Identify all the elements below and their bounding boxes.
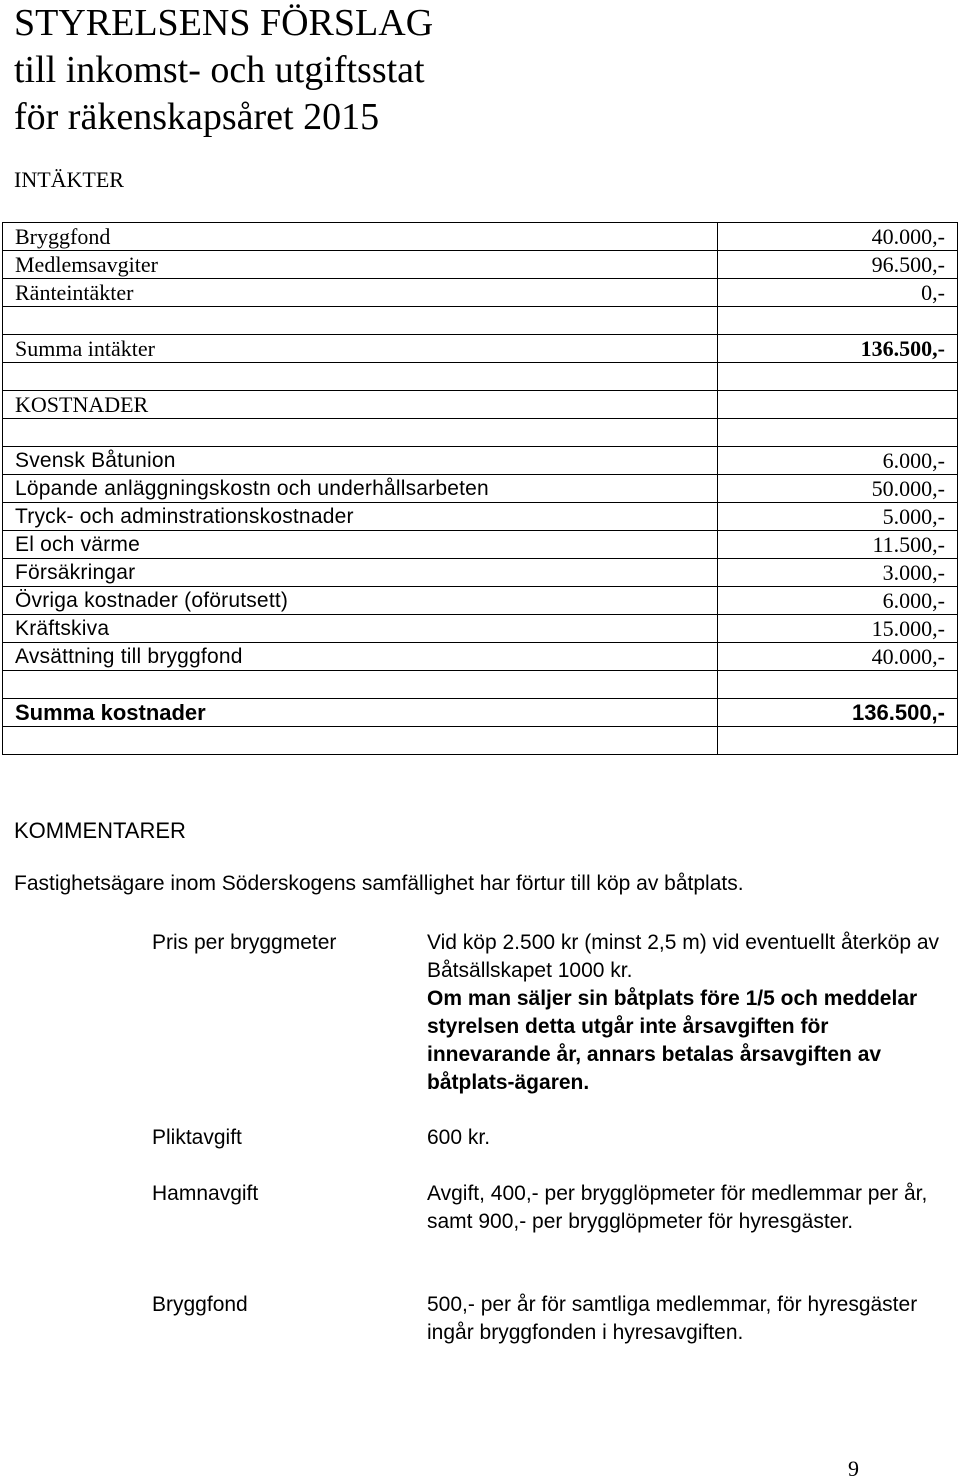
cost-label: Övriga kostnader (oförutsett) (3, 587, 718, 615)
comment-label: Hamnavgift (152, 1182, 259, 1205)
comment-desc: 600 kr. (427, 1126, 491, 1149)
blank-row (3, 671, 958, 699)
table-row (3, 559, 958, 587)
comment-label: Bryggfond (152, 1293, 248, 1316)
table-row (3, 447, 958, 475)
income-total-label: Summa intäkter (3, 335, 718, 363)
comment-desc: 500,- per år för samtliga medlemmar, för hyresgäster ingår bryggfonden i hyresavgiften. (427, 1293, 918, 1344)
title-line-1: STYRELSENS FÖRSLAG (14, 2, 434, 44)
cost-label: Försäkringar (3, 559, 718, 587)
cost-amount: 15.000,- (718, 615, 958, 643)
costs-heading: KOSTNADER (3, 391, 718, 419)
page-number: 9 (848, 1456, 859, 1481)
comments-heading: KOMMENTARER (14, 818, 186, 843)
cost-amount: 40.000,- (718, 643, 958, 671)
income-label: Bryggfond (3, 223, 718, 251)
income-label: Ränteintäkter (3, 279, 718, 307)
cost-label: Kräftskiva (3, 615, 718, 643)
table-row (3, 475, 958, 503)
comment-desc-text: Vid köp 2.500 kr (minst 2,5 m) vid eventuellt återköp av Båtsällskapet 1000 kr. (427, 931, 940, 982)
budget-table (2, 222, 958, 755)
cost-amount: 5.000,- (718, 503, 958, 531)
cost-amount: 3.000,- (718, 559, 958, 587)
table-row (3, 391, 958, 419)
comment-desc-bold: Om man säljer sin båtplats före 1/5 och meddelar styrelsen detta utgår inte årsavgiften för innevarande år, annars betalas årsavgiften av båtplats-ägaren. (427, 987, 918, 1094)
blank-row (3, 307, 958, 335)
comment-desc (427, 929, 947, 1097)
cost-label: Avsättning till bryggfond (3, 643, 718, 671)
blank-row (3, 727, 958, 755)
table-row (3, 531, 958, 559)
income-amount: 96.500,- (718, 251, 958, 279)
comment-desc: Avgift, 400,- per brygglöpmeter för medlemmar per år, samt 900,- per brygglöpmeter för hyresgäster. (427, 1182, 928, 1233)
comment-item-price (0, 929, 960, 1099)
table-row (3, 279, 958, 307)
income-label: Medlemsavgiter (3, 251, 718, 279)
income-amount: 40.000,- (718, 223, 958, 251)
cost-amount: 6.000,- (718, 587, 958, 615)
income-heading: INTÄKTER (14, 167, 124, 192)
table-row (3, 699, 958, 727)
cost-label: Svensk Båtunion (3, 447, 718, 475)
table-row (3, 643, 958, 671)
cost-amount: 6.000,- (718, 447, 958, 475)
comments-intro: Fastighetsägare inom Söderskogens samfällighet har förtur till köp av båtplats. (14, 872, 744, 895)
table-row (3, 503, 958, 531)
cost-label: Löpande anläggningskostn och underhållsarbeten (3, 475, 718, 503)
blank-row (3, 363, 958, 391)
title-line-2: till inkomst- och utgiftsstat (14, 49, 425, 91)
table-row (3, 223, 958, 251)
income-total-amount: 136.500,- (718, 335, 958, 363)
table-row (3, 615, 958, 643)
title-line-3: för räkenskapsåret 2015 (14, 96, 380, 138)
cost-amount: 11.500,- (718, 531, 958, 559)
document-title (14, 0, 433, 141)
cost-amount: 50.000,- (718, 475, 958, 503)
table-row (3, 335, 958, 363)
comment-label: Pliktavgift (152, 1126, 242, 1149)
table-row (3, 251, 958, 279)
blank-row (3, 419, 958, 447)
cost-label: El och värme (3, 531, 718, 559)
cost-label: Tryck- och adminstrationskostnader (3, 503, 718, 531)
costs-total-amount: 136.500,- (718, 699, 958, 727)
income-amount: 0,- (718, 279, 958, 307)
comment-label: Pris per bryggmeter (152, 931, 337, 954)
table-row (3, 587, 958, 615)
costs-total-label: Summa kostnader (3, 699, 718, 727)
